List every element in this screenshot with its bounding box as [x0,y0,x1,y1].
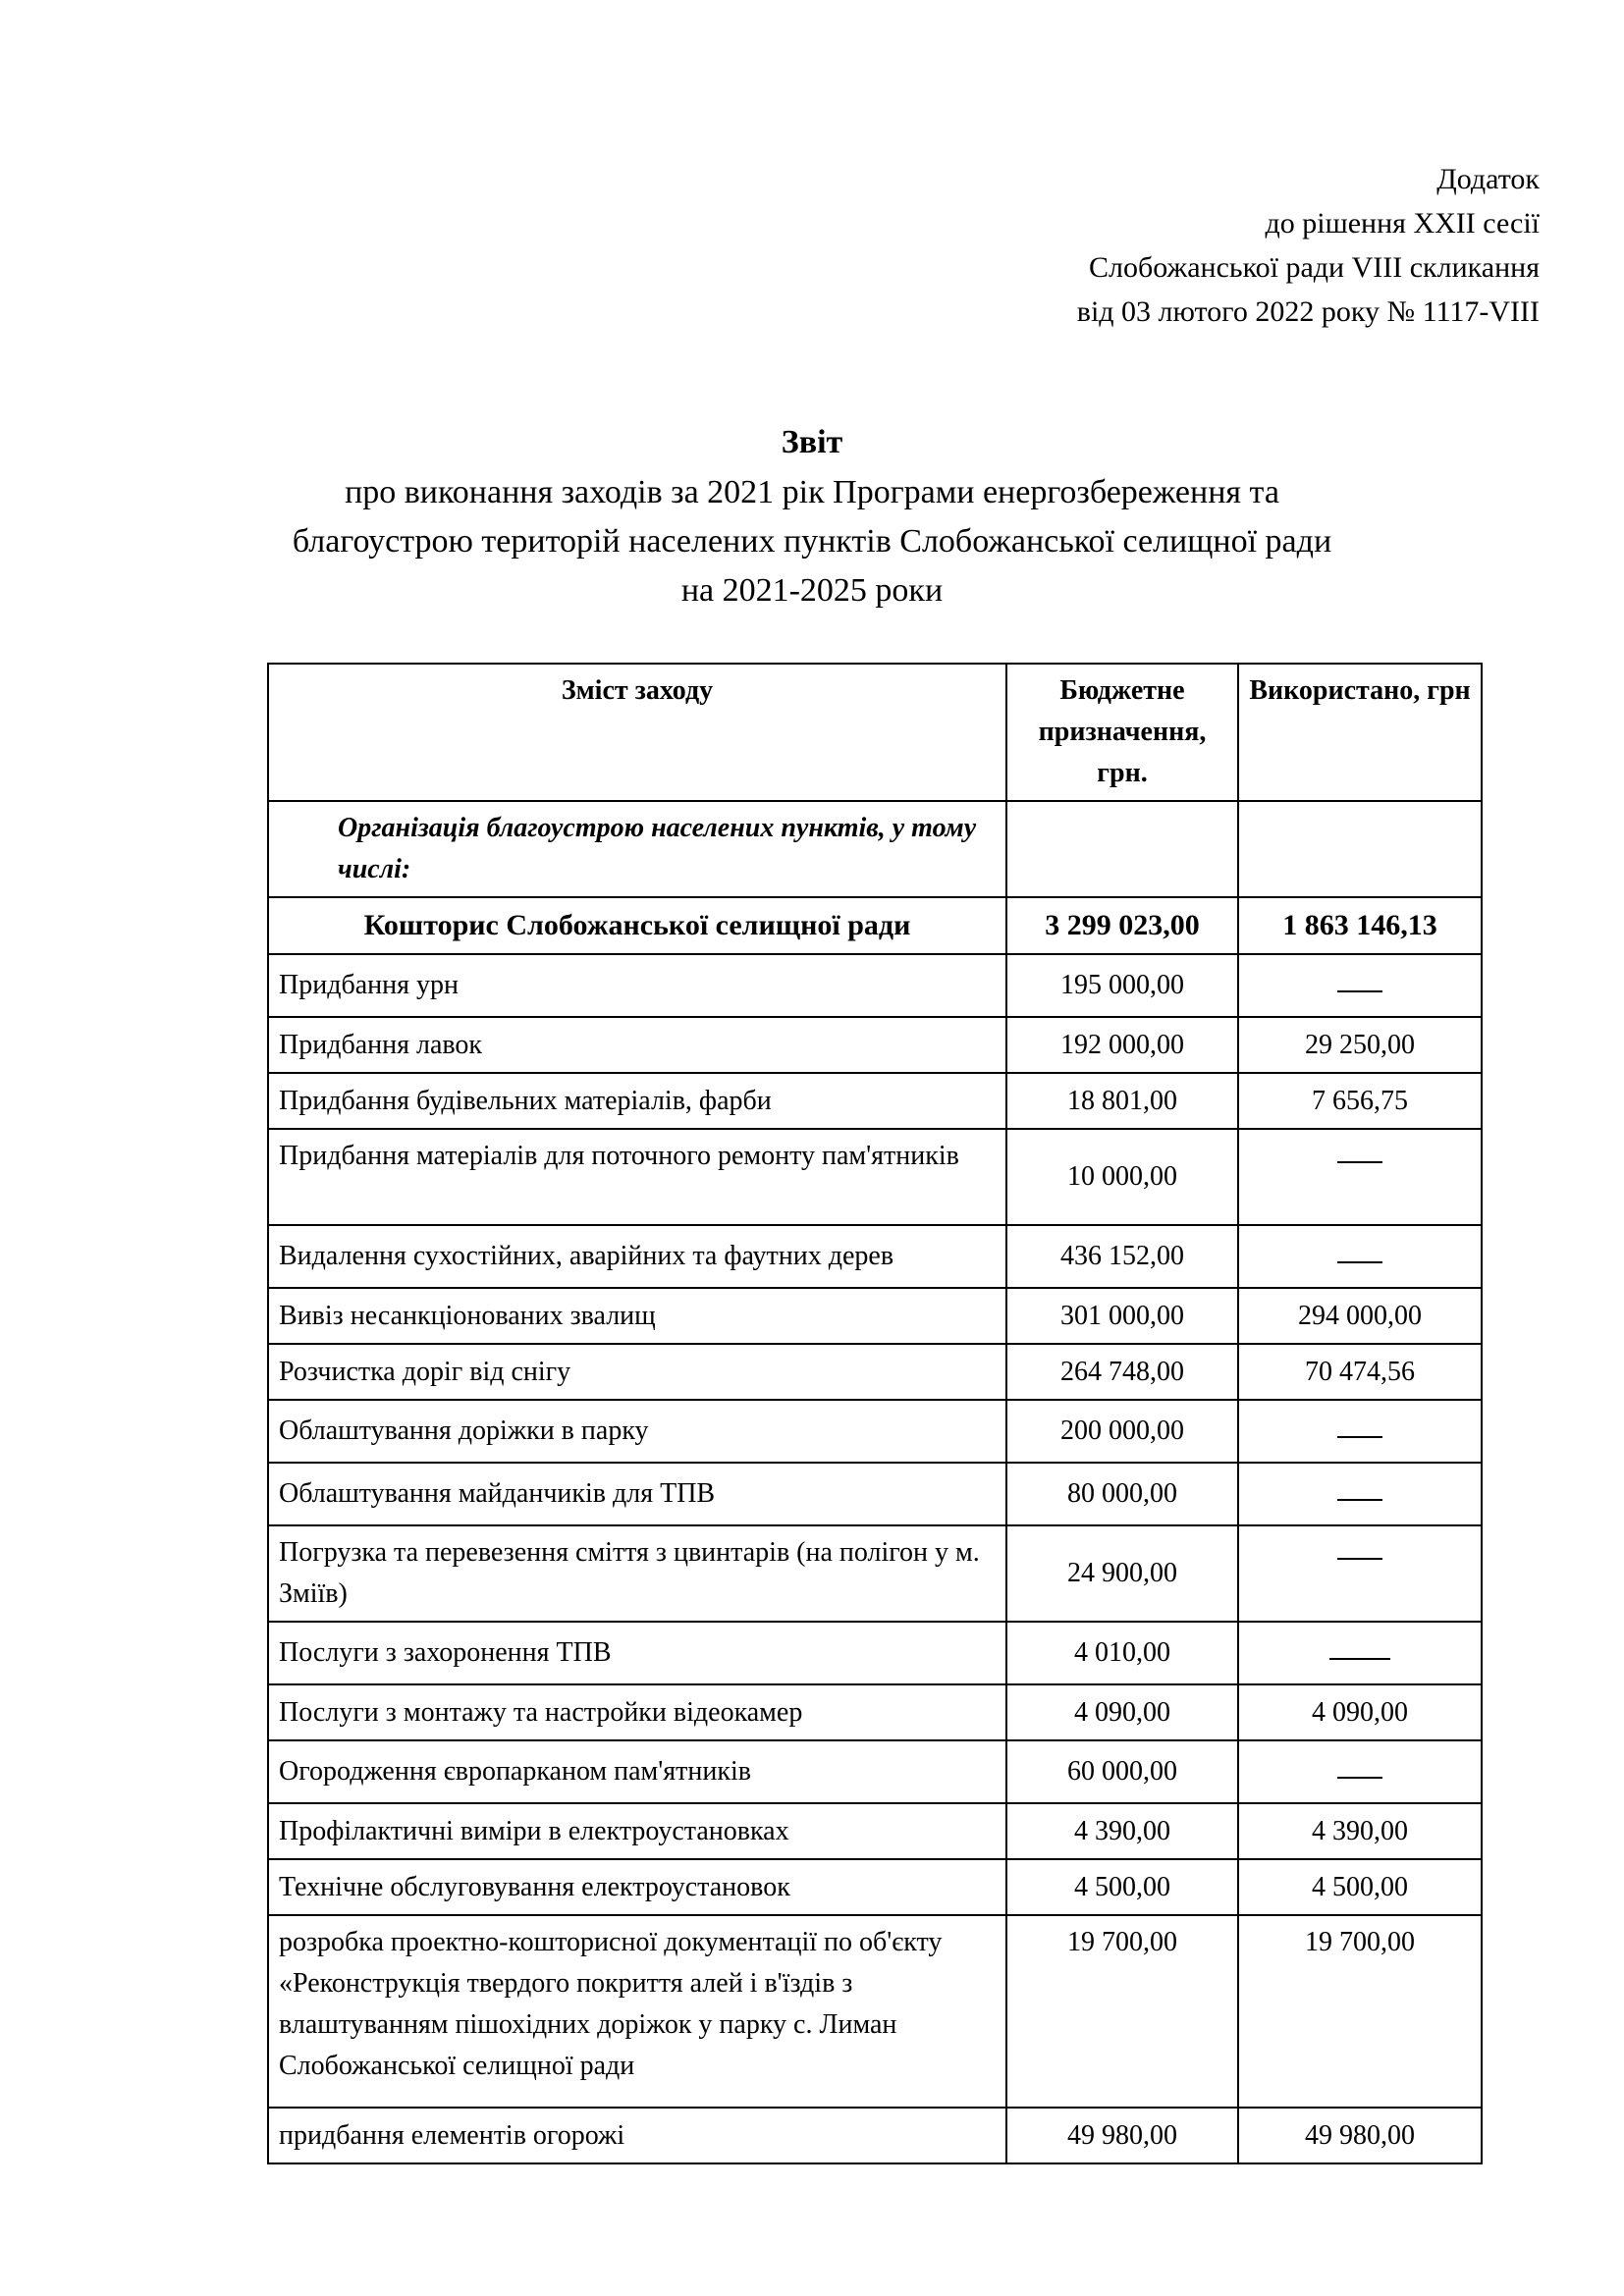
report-table [267,663,1483,2164]
row-measure: Видалення сухостійних, аварійних та фаутних дерев [268,1225,1006,1288]
table-row [268,1803,1482,1859]
table-row [268,1684,1482,1740]
row-used: 49 980,00 [1238,2108,1482,2163]
row-measure: Профілактичні виміри в електроустановках [268,1803,1006,1859]
row-budget: 200 000,00 [1006,1400,1238,1463]
total-used: 1 863 146,13 [1238,897,1482,954]
row-measure: Розчистка доріг від снігу [268,1344,1006,1400]
row-measure: Придбання урн [268,954,1006,1017]
row-budget: 18 801,00 [1006,1073,1238,1129]
row-measure: розробка проектно-кошторисної документації по об'єкту «Реконструкція твердого покриття алей і в'їздів з влаштуванням пішохідних доріжок у парку с. Лиман Слобожанської селищної ради [268,1915,1006,2108]
empty-value-line [1249,1415,1471,1456]
empty-value-line [1249,969,1471,1010]
table-row [268,1288,1482,1344]
annex-line-3: Слобожанської ради VIII скликання [1088,251,1540,284]
total-row [268,897,1482,954]
table-row [268,1129,1482,1225]
empty-value-line [1249,1477,1471,1519]
row-budget: 301 000,00 [1006,1288,1238,1344]
total-name: Кошторис Слобожанської селищної ради [268,897,1006,954]
table-row [268,954,1482,1017]
row-budget: 192 000,00 [1006,1017,1238,1073]
row-measure: Послуги з монтажу та настройки відеокамер [268,1684,1006,1740]
table-row [268,1463,1482,1525]
empty-value-line [1249,1536,1471,1577]
row-budget: 4 390,00 [1006,1803,1238,1859]
row-used: 4 090,00 [1238,1684,1482,1740]
annex-line-1: Додаток [1436,163,1540,195]
header-used: Використано, грн [1238,664,1482,801]
table-row [268,1400,1482,1463]
row-measure: Технічне обслуговування електроустановок [268,1859,1006,1915]
row-measure: Вивіз несанкціонованих звалищ [268,1288,1006,1344]
empty-value-line [1249,1240,1471,1281]
table-row [268,1859,1482,1915]
row-measure: Придбання лавок [268,1017,1006,1073]
section-heading: Організація благоустрою населених пунктів, у тому числі: [268,801,1006,897]
row-budget: 264 748,00 [1006,1344,1238,1400]
row-used [1238,1463,1482,1525]
report-subtitle-line-3: на 2021-2025 роки [680,572,944,609]
row-measure: придбання елементів огорожі [268,2108,1006,2163]
row-used [1238,954,1482,1017]
table-row [268,1525,1482,1622]
row-measure: Послуги з захоронення ТПВ [268,1622,1006,1684]
report-subtitle-line-1: про виконання заходів за 2021 рік Програми енергозбереження та [345,474,1279,510]
row-budget: 4 090,00 [1006,1684,1238,1740]
row-budget: 49 980,00 [1006,2108,1238,2163]
annex-line-4: від 03 лютого 2022 року № 1117-VIII [1076,295,1540,328]
row-measure: Облаштування майданчиків для ТПВ [268,1463,1006,1525]
row-used [1238,1525,1482,1622]
section-heading-row [268,801,1482,897]
report-subtitle-line-2: благоустрою територій населених пунктів Слобожанської селищної ради [292,523,1332,560]
table-row [268,1915,1482,2108]
empty-value-line [1249,1755,1471,1796]
table-header-row [268,664,1482,801]
table-row [268,1622,1482,1684]
annex-line-2: до рішення XXII сесії [1265,207,1540,240]
row-budget: 436 152,00 [1006,1225,1238,1288]
row-used: 4 390,00 [1238,1803,1482,1859]
section-used-empty [1238,801,1482,897]
row-budget: 19 700,00 [1006,1915,1238,2108]
row-budget: 60 000,00 [1006,1740,1238,1803]
row-measure: Придбання будівельних матеріалів, фарби [268,1073,1006,1129]
table-row [268,2108,1482,2163]
row-used: 70 474,56 [1238,1344,1482,1400]
row-used [1238,1225,1482,1288]
section-budget-empty [1006,801,1238,897]
row-used [1238,1129,1482,1225]
row-measure: Погрузка та перевезення сміття з цвинтарів (на полігон у м. Зміїв) [268,1525,1006,1622]
row-measure: Облаштування доріжки в парку [268,1400,1006,1463]
row-budget: 4 010,00 [1006,1622,1238,1684]
row-used [1238,1400,1482,1463]
report-title: Звіт [781,424,843,460]
report-title-block [0,417,1624,615]
row-budget: 24 900,00 [1006,1525,1238,1622]
row-measure: Придбання матеріалів для поточного ремонту пам'ятників [268,1129,1006,1225]
row-budget: 4 500,00 [1006,1859,1238,1915]
row-used: 4 500,00 [1238,1859,1482,1915]
row-used: 29 250,00 [1238,1017,1482,1073]
row-budget: 80 000,00 [1006,1463,1238,1525]
empty-value-line [1249,1636,1471,1678]
row-measure: Огородження європарканом пам'ятників [268,1740,1006,1803]
row-used: 19 700,00 [1238,1915,1482,2108]
annex-block [1077,157,1540,334]
row-budget: 10 000,00 [1006,1129,1238,1225]
row-budget: 195 000,00 [1006,954,1238,1017]
row-used [1238,1622,1482,1684]
header-measure: Зміст заходу [268,664,1006,801]
empty-value-line [1249,1140,1471,1181]
table-row [268,1344,1482,1400]
header-budget: Бюджетне призначення, грн. [1006,664,1238,801]
table-row [268,1017,1482,1073]
table-row [268,1740,1482,1803]
table-row [268,1073,1482,1129]
row-used [1238,1740,1482,1803]
total-budget: 3 299 023,00 [1006,897,1238,954]
row-used: 294 000,00 [1238,1288,1482,1344]
table-row [268,1225,1482,1288]
row-used: 7 656,75 [1238,1073,1482,1129]
